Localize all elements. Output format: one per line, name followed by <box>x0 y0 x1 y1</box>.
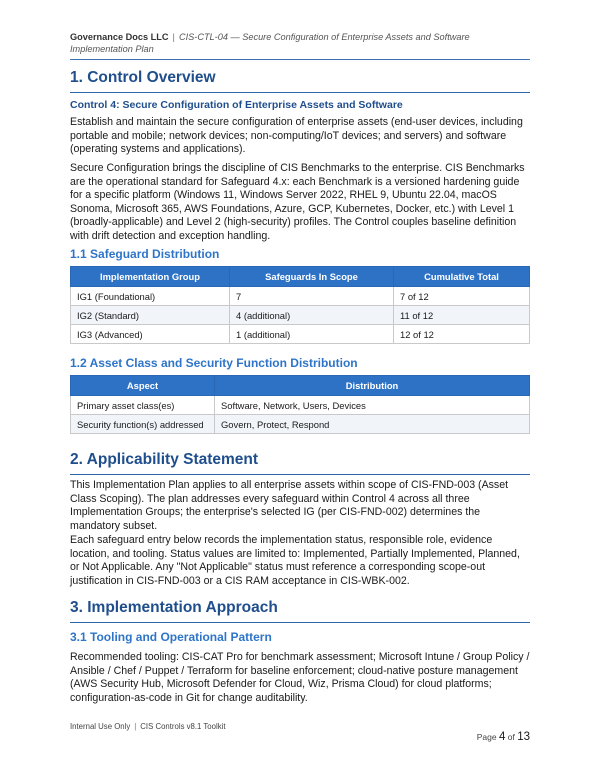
benchmark-description: Secure Configuration brings the discipline of CIS Benchmarks to the enterprise. CIS Benchmarks are the operational standard for Safeguard 4.x: each Benchmark is a versioned hardening guide for a specific platform (Windows 11, Windows Server 2022, RHEL 9, Ubuntu 22.04, macOS Sonoma, Microsoft 365, AWS Foundations, Azure, GCP, Kubernetes, Docker, etc.) with Level 1 (broadly-applicable) and Level 2 (high-security) profiles. The Control couples baseline definition with drift detection and exception handling. <box>70 162 525 242</box>
footer-toolkit: CIS Controls v8.1 Toolkit <box>140 722 226 731</box>
footer-classification: Internal Use Only <box>70 722 131 731</box>
header-separator: | <box>172 32 175 42</box>
page-header <box>70 32 530 60</box>
tooling-heading <box>70 630 530 644</box>
section-1-title: 1. Control Overview <box>70 69 530 93</box>
column-header: Distribution <box>215 376 530 396</box>
asset-distribution-title: 1.2 Asset Class and Security Function Distribution <box>70 356 358 370</box>
control-title: Control 4: Secure Configuration of Enterprise Assets and Software <box>70 99 403 111</box>
table-row <box>71 415 530 434</box>
section-3-para-1 <box>70 651 530 705</box>
section-3-heading-block <box>70 599 530 623</box>
table-header-row <box>71 267 530 287</box>
table-cell: 1 (additional) <box>230 325 394 344</box>
section-1-para-1 <box>70 116 530 157</box>
table-cell: Govern, Protect, Respond <box>215 415 530 434</box>
table-row <box>71 325 530 344</box>
page-total: 13 <box>517 731 530 743</box>
tooling-description: Recommended tooling: CIS-CAT Pro for benchmark assessment; Microsoft Intune / Group Policy / Ansible / Chef / Puppet / Terraform for baseline enforcement; cloud-native posture management (AWS Security Hub, Microsoft Defender for Cloud, Wiz, Prisma Cloud) for cloud platforms; configuration-as-code in Git for change auditability. <box>70 651 530 704</box>
page-label: Page <box>476 732 497 742</box>
asset-distribution-table <box>70 375 530 434</box>
section-2-para-1 <box>70 479 530 533</box>
section-3-title: 3. Implementation Approach <box>70 599 530 623</box>
table-row <box>71 287 530 306</box>
column-header: Safeguards In Scope <box>230 267 394 287</box>
applicability-scope: This Implementation Plan applies to all enterprise assets within scope of CIS-FND-003 (Asset Class Scoping). The plan addresses every safeguard within Control 4 across all three Implementation Groups; the enterprise's selected IG (per CIS-FND-002) determines the mandatory subset. <box>70 479 509 532</box>
section-1-heading-block <box>70 69 530 93</box>
page-footer <box>70 722 226 731</box>
control-title-block <box>70 99 530 111</box>
table-cell: IG1 (Foundational) <box>71 287 230 306</box>
asset-distribution-heading <box>70 356 530 370</box>
safeguard-distribution-table-wrap <box>70 266 530 344</box>
table-cell: 12 of 12 <box>394 325 530 344</box>
table-header-row <box>71 376 530 396</box>
control-description: Establish and maintain the secure configuration of enterprise assets (end-user devices, including portable and mobile; network devices; non-computing/IoT devices; and servers) and software (operating systems and applications). <box>70 116 523 155</box>
section-2-para-2 <box>70 534 530 588</box>
table-cell: 7 of 12 <box>394 287 530 306</box>
applicability-status-rules: Each safeguard entry below records the implementation status, responsible role, evidence location, and tooling. Status values are limited to: Implemented, Partially Implemented, Planned, or Not Applicable. Any "Not Applicable" status must reference a corresponding scope-out justification in CIS-FND-003 or a CIS RAM acceptance in CIS-WBK-002. <box>70 534 520 587</box>
page-number <box>477 731 530 743</box>
asset-distribution-table-wrap <box>70 375 530 434</box>
section-1-para-2 <box>70 162 530 243</box>
column-header: Implementation Group <box>71 267 230 287</box>
table-cell: IG3 (Advanced) <box>71 325 230 344</box>
section-2-title: 2. Applicability Statement <box>70 451 530 475</box>
header-org: Governance Docs LLC <box>70 32 169 42</box>
section-2-heading-block <box>70 451 530 475</box>
footer-separator: | <box>134 722 137 731</box>
safeguard-distribution-table <box>70 266 530 344</box>
column-header: Aspect <box>71 376 215 396</box>
table-cell: IG2 (Standard) <box>71 306 230 325</box>
table-cell: 4 (additional) <box>230 306 394 325</box>
tooling-title: 3.1 Tooling and Operational Pattern <box>70 630 272 644</box>
safeguard-distribution-title: 1.1 Safeguard Distribution <box>70 247 220 261</box>
page-of: of <box>507 732 515 742</box>
table-cell: Security function(s) addressed <box>71 415 215 434</box>
safeguard-distribution-heading <box>70 247 530 261</box>
page-current: 4 <box>498 731 506 743</box>
column-header: Cumulative Total <box>394 267 530 287</box>
table-cell: Software, Network, Users, Devices <box>215 396 530 415</box>
table-row <box>71 306 530 325</box>
table-cell: Primary asset class(es) <box>71 396 215 415</box>
table-cell: 11 of 12 <box>394 306 530 325</box>
table-row <box>71 396 530 415</box>
table-cell: 7 <box>230 287 394 306</box>
header-doc-title: CIS-CTL-04 — Secure Configuration of Enterprise Assets and Software Implementation Plan <box>70 32 470 54</box>
